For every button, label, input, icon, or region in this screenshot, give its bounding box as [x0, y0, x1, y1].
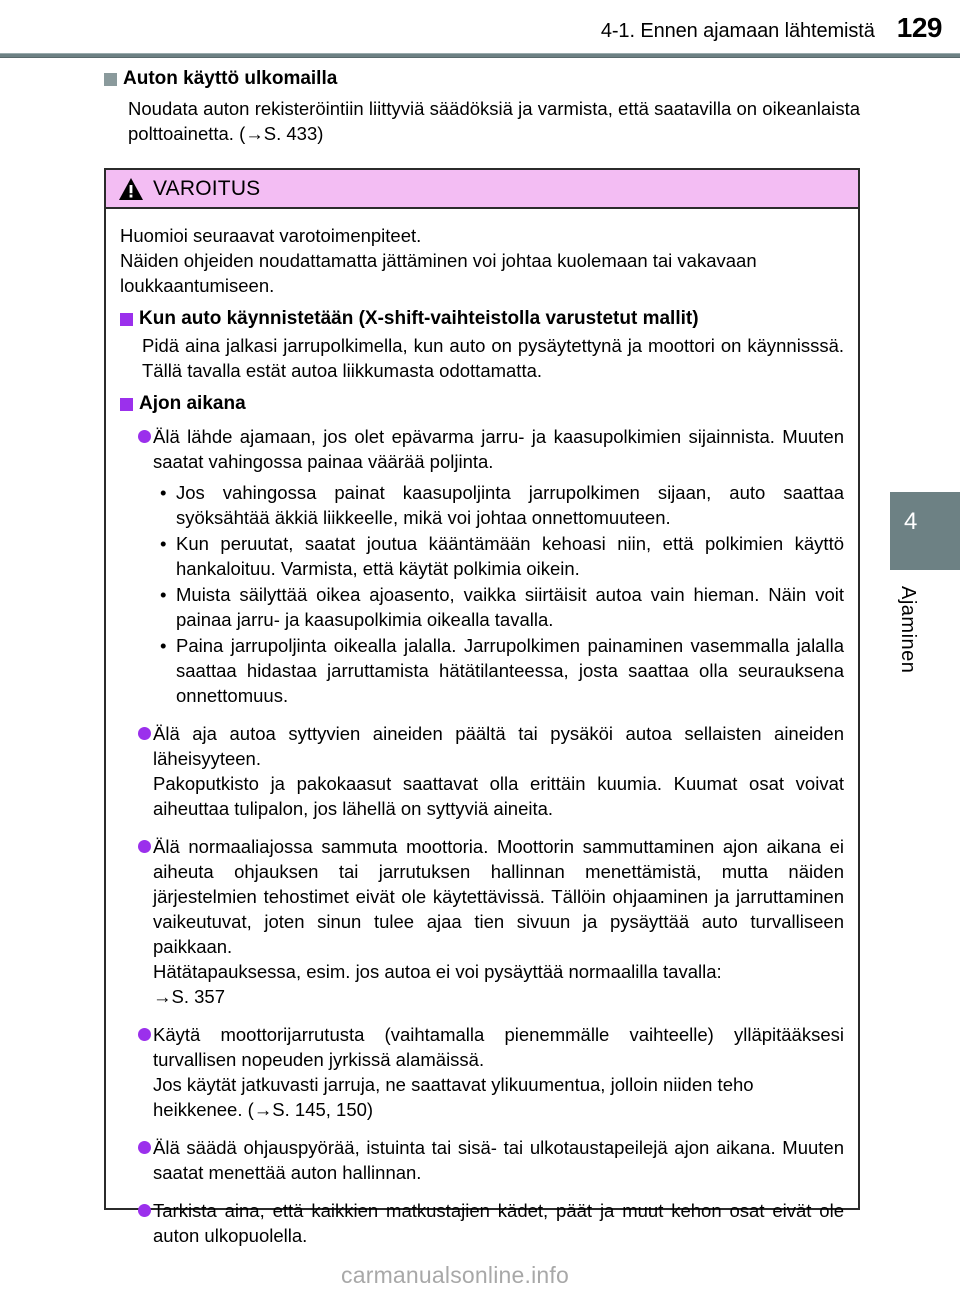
chapter-tab — [890, 492, 960, 570]
warning-bullet — [138, 1198, 844, 1248]
warning-bullet — [138, 1135, 844, 1185]
warning-bullet — [138, 834, 844, 959]
footer-watermark: carmanualsonline.info — [341, 1262, 569, 1288]
warning-bullet-text: Käytä moottorijarrutusta (vaihtamalla pienemmälle vaihteelle) ylläpitääksesi turvallisen nopeuden jyrkissä alamäissä. — [153, 1024, 844, 1070]
square-bullet-icon — [120, 313, 133, 326]
warning-bullet-text: Älä normaaliajossa sammuta moottoria. Moottorin sammuttaminen ajon aikana ei aiheuta ohjauksen tai jarrutuksen hallinnan menettämistä, mutta näiden järjestelmien tehostimet eivät ole käytettävissä. Tällöin ohjaaminen ja jarruttaminen vaikeutuvat, joten sinun tulee ajaa tien sivuun ja pysäyttää auto turvalliseen paikkaan. — [153, 836, 844, 957]
page-header — [0, 12, 960, 48]
warning-label: VAROITUS — [153, 176, 261, 200]
list-item — [160, 531, 844, 581]
warning-section-heading-1-label: Kun auto käynnistetään (X-shift-vaihteistolla varustetut mallit) — [139, 308, 699, 329]
chapter-name: Ajaminen — [897, 586, 919, 674]
warning-bullet-text: Älä säädä ohjauspyörää, istuinta tai sisä- tai ulkotaustapeilejä ajon aikana. Muuten saatat menettää auton hallinnan. — [153, 1137, 844, 1183]
square-bullet-icon — [104, 73, 117, 86]
warning-section-heading-1 — [120, 308, 844, 330]
warning-triangle-icon — [118, 177, 144, 201]
warning-intro-line-1: Huomioi seuraavat varotoimenpiteet. — [120, 225, 422, 246]
intro-heading — [104, 68, 860, 90]
header-divider — [0, 53, 960, 58]
warning-bullet-text: Tarkista aina, että kaikkien matkustajien kädet, päät ja muut kehon osat eivät ole auton ulkopuolella. — [153, 1200, 844, 1246]
warning-section-heading-2 — [120, 393, 844, 415]
intro-heading-label: Auton käyttö ulkomailla — [123, 68, 338, 89]
warning-box-header — [106, 170, 858, 209]
chapter-number: 4 — [904, 508, 918, 535]
warning-subbullet-text: Muista säilyttää oikea ajoasento, vaikka siirtäisit autoa vain hieman. Näin voit painaa jarru- ja kaasupolkimia oikealla tavalla. — [176, 584, 844, 630]
round-bullet-icon — [138, 840, 151, 853]
warning-bullet — [138, 424, 844, 474]
warning-bullet-reference: →S. 357 — [153, 986, 225, 1007]
page-number: 129 — [896, 12, 942, 43]
warning-bullet-extra: Hätätapauksessa, esim. jos autoa ei voi pysäyttää normaalilla tavalla: — [153, 961, 722, 982]
warning-subbullet-text: Kun peruutat, saatat joutua kääntämään kehoasi niin, että polkimien käyttö hankaloituu. Varmista, että käytät polkimia oikein. — [176, 533, 844, 579]
dash-bullet-icon: • — [160, 533, 167, 554]
warning-section-heading-2-label: Ajon aikana — [139, 393, 246, 414]
dash-bullet-icon: • — [160, 584, 167, 605]
round-bullet-icon — [138, 1028, 151, 1041]
list-item — [160, 633, 844, 708]
warning-body — [106, 209, 858, 1258]
warning-bullet — [138, 1022, 844, 1072]
warning-bullet-extra: Pakoputkisto ja pakokaasut saattavat olla erittäin kuumia. Kuumat osat voivat aiheuttaa tulipalon, jos lähellä on syttyviä aineita. — [153, 773, 844, 819]
warning-subbullet-list — [160, 480, 844, 708]
round-bullet-icon — [138, 430, 151, 443]
warning-bullet-text: Älä lähde ajamaan, jos olet epävarma jarru- ja kaasupolkimien sijainnista. Muuten saatat vahingossa painaa väärää poljinta. — [153, 426, 844, 472]
round-bullet-icon — [138, 1141, 151, 1154]
intro-paragraph: Noudata auton rekisteröintiin liittyviä säädöksiä ja varmista, että saatavilla on oikeanlaista polttoainetta. (→S. 433) — [128, 98, 860, 144]
header-section-title: 4-1. Ennen ajamaan lähtemistä — [600, 20, 875, 42]
dash-bullet-icon: • — [160, 482, 167, 503]
warning-bullet-extra: Jos käytät jatkuvasti jarruja, ne saattavat ylikuumentua, jolloin niiden teho heikkenee. (→S. 145, 150) — [153, 1074, 754, 1120]
warning-bullet-text: Älä aja autoa syttyvien aineiden päältä tai pysäköi autoa sellaisten aineiden läheisyyteen. — [153, 723, 844, 769]
round-bullet-icon — [138, 1204, 151, 1217]
list-item — [160, 480, 844, 530]
warning-intro-line-2: Näiden ohjeiden noudattamatta jättäminen voi johtaa kuolemaan tai vakavaan loukkaantumiseen. — [120, 250, 757, 296]
intro-section — [104, 68, 860, 146]
warning-section-1-paragraph: Pidä aina jalkasi jarrupolkimella, kun auto on pysäytettynä ja moottori on käynnisssä. Tällä tavalla estät autoa liikkumasta odottamatta. — [142, 335, 844, 381]
warning-subbullet-text: Paina jarrupoljinta oikealla jalalla. Jarrupolkimen painaminen vasemmalla jalalla saattaa hidastaa jarruttamista hätätilanteessa, josta saattaa olla seurauksena onnettomuus. — [176, 635, 844, 706]
warning-subbullet-text: Jos vahingossa painat kaasupoljinta jarrupolkimen sijaan, auto saattaa syöksähtää äkkiä liikkeelle, mikä voi johtaa onnettomuuteen. — [176, 482, 844, 528]
round-bullet-icon — [138, 727, 151, 740]
square-bullet-icon — [120, 398, 133, 411]
warning-bullet — [138, 721, 844, 771]
list-item — [160, 582, 844, 632]
dash-bullet-icon: • — [160, 635, 167, 656]
warning-box — [104, 168, 860, 1246]
